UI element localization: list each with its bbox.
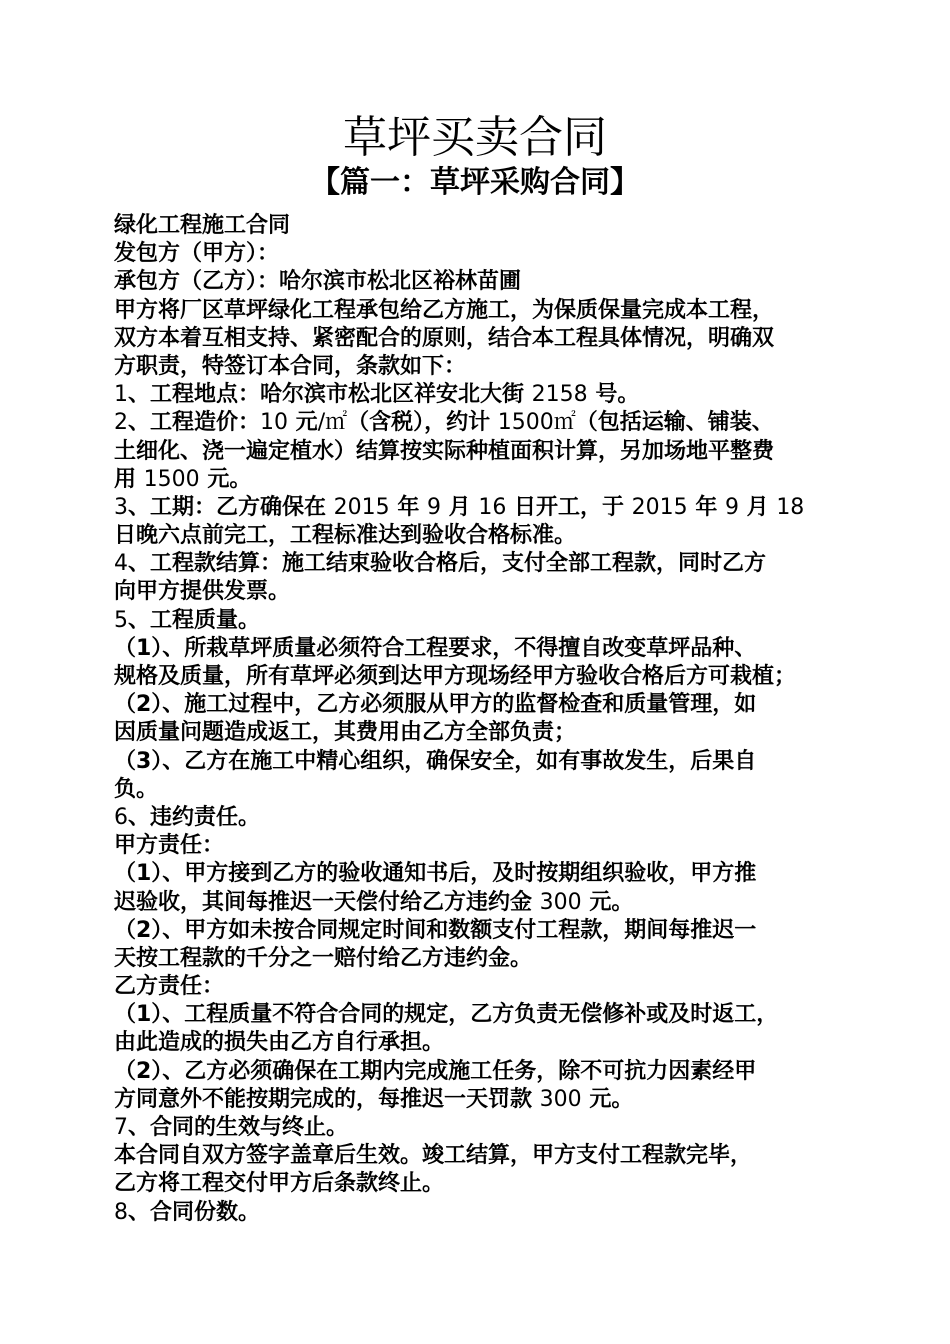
contract-text: 、工期：乙方确保在 <box>128 494 334 520</box>
contract-text: 土细化、浇一遍定植水）结算按实际种植面积计算，另加场地平整费 <box>114 438 775 464</box>
contract-line <box>114 776 844 804</box>
contract-line <box>114 1142 844 1170</box>
contract-text: （2）、乙方必须确保在工期内完成施工任务，除不可抗力因素经甲 <box>114 1058 757 1084</box>
contract-line <box>114 578 844 606</box>
contract-line <box>114 1114 844 1142</box>
contract-text: 2158 <box>531 382 588 408</box>
contract-text: 元。 <box>581 1086 634 1112</box>
contract-text: 16 <box>478 494 507 520</box>
contract-text: 年 <box>389 494 427 520</box>
contract-text: 负。 <box>114 776 159 802</box>
contract-line <box>114 748 844 776</box>
contract-text: 18 <box>776 494 805 520</box>
contract-text: 元。 <box>581 889 634 915</box>
contract-text: 绿化工程施工合同 <box>114 213 291 238</box>
contract-text: 承包方（乙方）：哈尔滨市松北区裕林苗圃 <box>114 269 522 295</box>
contract-text: 用 <box>114 466 144 492</box>
contract-text: 3 <box>114 494 128 520</box>
contract-text: （3）、乙方在施工中精心组织，确保安全，如有事故发生，后果自 <box>114 748 757 774</box>
contract-text: 由此造成的损失由乙方自行承担。 <box>114 1030 445 1056</box>
contract-text: 6 <box>114 804 128 830</box>
contract-text: 7 <box>114 1115 128 1140</box>
contract-line <box>114 1199 844 1227</box>
contract-line <box>114 522 844 550</box>
contract-text: 月 <box>441 494 479 520</box>
contract-text: 月 <box>738 494 777 520</box>
contract-line <box>114 438 844 466</box>
contract-text: 、违约责任。 <box>128 804 261 830</box>
contract-line <box>114 494 844 522</box>
contract-text: 本合同自双方签字盖章后生效。竣工结算，甲方支付工程款完毕， <box>114 1143 753 1169</box>
contract-line <box>114 663 844 691</box>
contract-text: 日晚六点前完工，工程标准达到验收合格标准。 <box>114 523 577 549</box>
contract-line <box>114 550 844 578</box>
contract-text: 10 <box>260 410 289 436</box>
contract-line <box>114 635 844 663</box>
contract-text: 1500㎡ <box>497 410 576 436</box>
contract-line <box>114 607 844 635</box>
contract-line <box>114 325 844 353</box>
contract-text: 甲方责任： <box>114 833 225 859</box>
contract-line <box>114 719 844 747</box>
contract-text: 双方本着互相支持、紧密配合的原则，结合本工程具体情况，明确双 <box>114 325 775 351</box>
document-title: 草坪买卖合同 <box>343 112 607 163</box>
contract-text: 规格及质量，所有草坪必须到达甲方现场经甲方验收合格后方可栽植； <box>114 664 797 689</box>
contract-text: （2）、施工过程中，乙方必须服从甲方的监督检查和质量管理，如 <box>114 692 757 718</box>
contract-body <box>114 212 844 1227</box>
contract-text: 1 <box>114 382 128 408</box>
document-subtitle: 【篇一：草坪采购合同】 <box>310 165 640 200</box>
contract-text: 迟验收，其间每推迟一天偿付给乙方违约金 <box>114 889 540 915</box>
contract-line <box>114 804 844 832</box>
contract-line <box>114 240 844 268</box>
contract-line <box>114 889 844 917</box>
contract-text: 9 <box>427 494 441 520</box>
contract-line <box>114 1086 844 1114</box>
contract-text: 元。 <box>199 466 252 492</box>
contract-line <box>114 1001 844 1029</box>
contract-text: 号。 <box>587 382 640 408</box>
contract-line <box>114 860 844 888</box>
contract-text: 年 <box>687 494 725 520</box>
contract-text: 发包方（甲方）： <box>114 241 280 267</box>
contract-line <box>114 1170 844 1198</box>
contract-line <box>114 1029 844 1057</box>
contract-line <box>114 409 844 437</box>
contract-text: 、工程款结算：施工结束验收合格后，支付全部工程款，同时乙方 <box>128 551 767 577</box>
contract-text: 2015 <box>333 494 390 520</box>
contract-text: （2）、甲方如未按合同规定时间和数额支付工程款，期间每推迟一 <box>114 917 757 943</box>
contract-line <box>114 945 844 973</box>
contract-text: 方同意外不能按期完成的，每推迟一天罚款 <box>114 1086 540 1112</box>
contract-text: （1）、所栽草坪质量必须符合工程要求，不得擅自改变草坪品种、 <box>114 635 757 661</box>
contract-text: 元 <box>288 410 318 436</box>
contract-text: /㎡ <box>317 410 348 436</box>
contract-line <box>114 691 844 719</box>
contract-text: 300 <box>539 889 582 915</box>
contract-line <box>114 381 844 409</box>
contract-line <box>114 268 844 296</box>
contract-text: 5 <box>114 607 128 633</box>
contract-text: （包括运输、铺装、 <box>575 410 774 436</box>
contract-text: （含税），约计 <box>347 410 498 436</box>
contract-text: （1）、甲方接到乙方的验收通知书后，及时按期组织验收，甲方推 <box>114 861 757 887</box>
contract-text: 日开工，于 <box>506 494 632 520</box>
contract-text: 、工程质量。 <box>128 607 261 633</box>
contract-text: 因质量问题造成返工，其费用由乙方全部负责； <box>114 720 577 746</box>
contract-text: 甲方将厂区草坪绿化工程承包给乙方施工，为保质保量完成本工程， <box>114 297 775 323</box>
contract-text: （1）、工程质量不符合合同的规定，乙方负责无偿修补或及时返工， <box>114 1002 779 1028</box>
contract-text: 8 <box>114 1199 128 1225</box>
contract-line <box>114 212 844 240</box>
contract-text: 乙方责任： <box>114 974 225 1000</box>
contract-line <box>114 466 844 494</box>
contract-text: 2015 <box>631 494 688 520</box>
contract-text: 、工程造价： <box>128 410 261 436</box>
contract-text: 乙方将工程交付甲方后条款终止。 <box>114 1171 445 1197</box>
contract-text: 300 <box>539 1086 582 1112</box>
contract-text: 9 <box>724 494 739 520</box>
contract-text: 、合同份数。 <box>128 1199 261 1225</box>
contract-text: 天按工程款的千分之一赔付给乙方违约金。 <box>114 945 533 971</box>
contract-line <box>114 832 844 860</box>
contract-line <box>114 297 844 325</box>
contract-text: 4 <box>114 551 128 577</box>
contract-text: 、合同的生效与终止。 <box>128 1115 349 1140</box>
contract-text: 方职责，特签订本合同，条款如下： <box>114 353 467 379</box>
contract-line <box>114 353 844 381</box>
contract-text: 2 <box>114 410 128 436</box>
contract-line <box>114 1058 844 1086</box>
contract-line <box>114 917 844 945</box>
contract-text: 向甲方提供发票。 <box>114 579 291 605</box>
contract-text: 、工程地点：哈尔滨市松北区祥安北大街 <box>128 382 532 408</box>
contract-line <box>114 973 844 1001</box>
contract-text: 1500 <box>143 466 200 492</box>
